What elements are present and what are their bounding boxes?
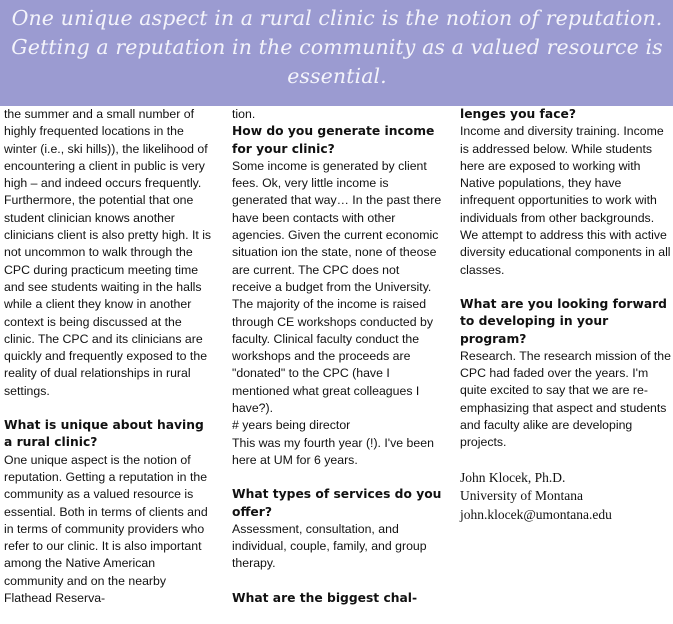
column-2 [232,106,442,607]
signature-email: john.klocek@umontana.edu [460,506,612,522]
signature-name: John Klocek, Ph.D. [460,469,566,485]
question-generate-income: How do you generate income for your clinic? [232,124,435,156]
answer-unique-rural-clinic: One unique aspect is the notion of reputation. Getting a reputation in the community as a valued resource is essential. Both in terms of clients and in terms of community providers who refer to our clinic. It is also important among the Native American community and on the nearby Flathead Reserva- [4,452,208,606]
answer-biggest-challenges: Income and diversity training. Income is addressed below. While students here are exposed to working with Native populations, they have infrequent opportunities to work with individuals from other backgrounds. We attempt to address this with active diversity educational components in all classes. [460,124,671,277]
pull-quote-banner [0,0,673,106]
answer-looking-forward: Research. The research mission of the CPC had faded over the years. I'm quite excited to say that we are re-emphasizing that aspect and students and faculty alike are developing projects. [460,348,671,450]
answer-generate-income: Some income is generated by client fees. Ok, very little income is generated that way… In the past there have been contacts with other agencies. Given the current economic situation ion the state, none of theose are current. The CPC does not receive a budget from the University. The majority of the income is raised through CE workshops conducted by faculty. Clinical faculty conduct the workshops and the proceeds are "donated" to the CPC (have I mentioned what great colleagues I have?). [232,158,442,416]
years-director-label: # years being director [232,418,351,433]
col1-intro-paragraph: the summer and a small number of highly frequented locations in the winter (i.e., ski hills)), the likelihood of encountering a client in public is very high – and indeed occurs frequently. Furthermore, the potential that one student clinician knows another clinicians client is also pretty high. It is not uncommon to walk through the CPC during practicum meeting time and see students waiting in the halls while a client they know in another context is being discussed at the clinic. The CPC and its clinicians are quickly and frequently exposed to the reality of dual relationships in rural settings. [4,107,212,398]
answer-services-offered: Assessment, consultation, and individual, couple, family, and group therapy. [232,521,427,571]
question-biggest-challenges: What are the biggest chal- [232,590,418,605]
question-biggest-challenges-cont: lenges you face? [460,107,576,121]
signature-affiliation: University of Montana [460,488,583,504]
question-looking-forward: What are you looking forward to developing in your program? [460,296,667,346]
column-1 [4,106,212,607]
question-services-offered: What types of services do you offer? [232,487,442,519]
pull-quote-text: One unique aspect in a rural clinic is the notion of reputation. Getting a reputation in the community as a valued resource is essential. [11,6,663,88]
col2-intro-paragraph: tion. [232,107,256,121]
question-unique-rural-clinic: What is unique about having a rural clinic? [4,418,204,450]
years-director-answer: This was my fourth year (!). I've been here at UM for 6 years. [232,435,434,467]
signature-block [460,469,672,525]
column-3 [460,106,672,524]
